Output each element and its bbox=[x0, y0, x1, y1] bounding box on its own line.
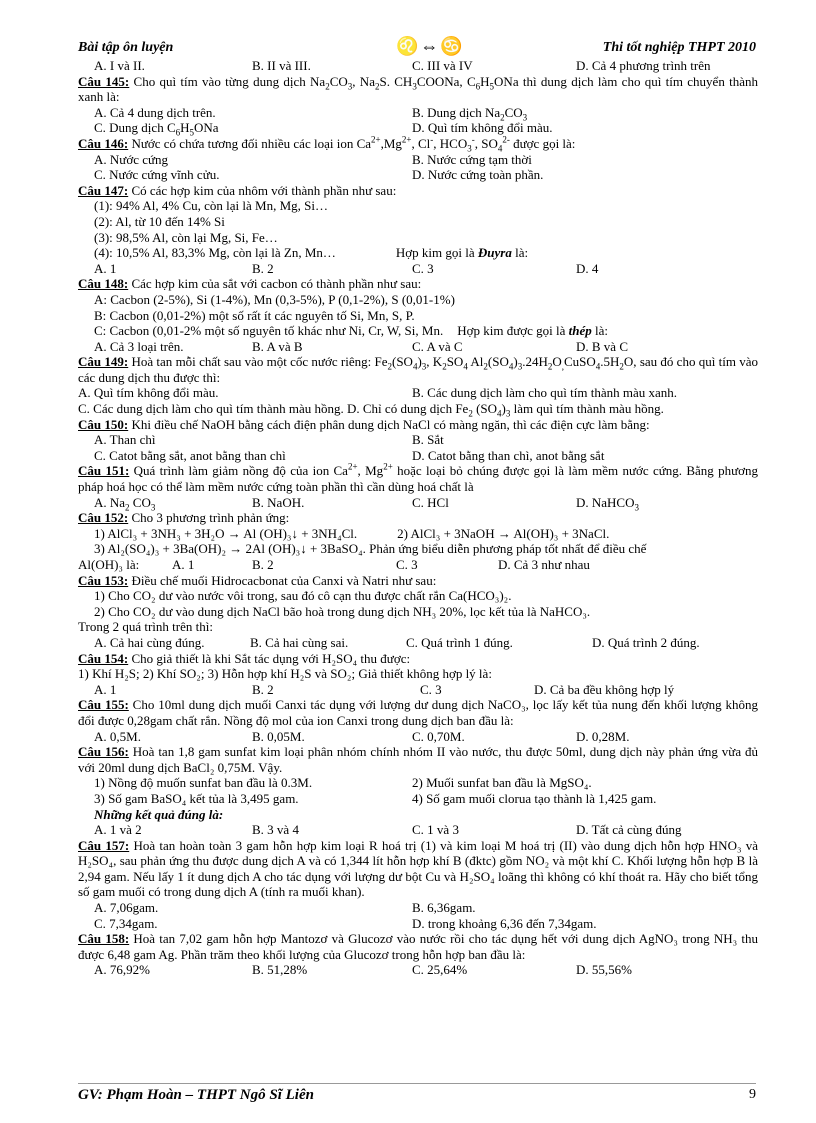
options-149-ab: A. Quì tím không đổi màu. B. Các dung dịch làm cho quì tím thành màu xanh. bbox=[78, 385, 678, 401]
option-d: D. Quì tím không đổi màu. bbox=[412, 120, 553, 136]
statements-156: 1) Nồng độ muốn sunfat ban đầu là 0.3M. 2) Muối sunfat ban đầu là MgSO₄. 3) Số gam BaSO₄ kết tủa là 3,495 gam. 4) Số gam muối clorua tạo thành là 1,425 gam. bbox=[94, 775, 657, 806]
question-146: Câu 146: Nước có chứa tương đối nhiều các loại ion $Ca^{2+},Mg^{2+}$, Cl-, $HCO_3^-$, $SO_4^{2-}$ được gọi là: bbox=[78, 134, 576, 154]
options-147: A. 1 B. 2 C. 3 D. 4 bbox=[94, 260, 599, 276]
question-152: Câu 152: Cho 3 phương trình phản ứng: bbox=[78, 510, 290, 526]
question-154: Câu 154: Cho giả thiết là khi Sắt tác dụng với H₂SO₄ thu được: bbox=[78, 650, 411, 666]
header-right-title: Thi tốt nghiệp THPT 2010 bbox=[602, 40, 756, 55]
options-155: A. 0,5M. B. 0,05M. C. 0,70M. D. 0,28M. bbox=[94, 728, 630, 744]
header-left-title: Bài tập ôn luyện bbox=[78, 40, 174, 55]
alloy-1: (1): 94% Al, 4% Cu, còn lại là Mn, Mg, Si… bbox=[94, 198, 328, 214]
page-number: 9 bbox=[749, 1087, 756, 1102]
option-b: B. II và III. bbox=[252, 58, 311, 73]
option-d: D. Cả 4 phương trình trên bbox=[576, 58, 711, 73]
alloy-2: (2): Al, từ 10 đến 14% Si bbox=[94, 213, 225, 229]
teacher-signature: GV: Phạm Hoàn – THPT Ngô Sĩ Liên bbox=[78, 1087, 314, 1103]
options-152: Al(OH)₃ là: A. 1 B. 2 C. 3 D. Cả 3 như nhau bbox=[78, 557, 590, 572]
question-153-prompt: Trong 2 quá trình trên thì: bbox=[78, 619, 213, 635]
question-157: Câu 157: Hoà tan hoàn toàn 3 gam hỗn hợp kim loại R hoá trị (1) và kim loại M hoá trị (II) vào dung dịch hỗn hợp HNO₃ và H₂SO₄, sau phản ứng thu được dung dịch A và có 1,344 lít hỗn hợp khí B (đktc) gồm NO₂ và một khí C. Khối lượng hỗn hợp B là 2,94 gam. Nếu lấy 1 ít dung dịch A cho tác dụng với lượng dư bột Cu và H₂SO₄ loãng thì không có khí thoát ra. Hãy cho biết tổng số gam muối có trong dung dịch A (tính ra muối khan). bbox=[78, 837, 759, 900]
alloy-4: (4): 10,5% Al, 83,3% Mg, còn lại là Zn, Mn… Hợp kim gọi là Đuyra là: bbox=[94, 245, 529, 261]
process-2: 2) Cho CO₂ dư vào dung dịch NaCl bão hoà trong dung dịch NH₃ 20%, lọc kết tủa là NaHCO₃. bbox=[94, 603, 591, 619]
question-label: Câu 145: bbox=[78, 73, 130, 89]
options-144 bbox=[78, 58, 758, 74]
options-151: A. $Na_2$ $CO_3$ B. NaOH. C. HCl D. NaHCO$_3$ bbox=[94, 494, 639, 513]
alloy-3: (3): 98,5% Al, còn lại Mg, Si, Fe… bbox=[94, 229, 278, 245]
options-156: A. 1 và 2 B. 3 và 4 C. 1 và 3 D. Tất cả cùng đúng bbox=[94, 822, 682, 838]
option-b: B. Dung dịch $Na_2CO_3$ bbox=[412, 104, 528, 123]
footer-divider bbox=[78, 1083, 756, 1084]
question-149: Câu 149: Hoà tan mỗi chất sau vào một cốc nước riêng: $Fe_2(SO_4)_3$, $K_2SO_4$ $Al_2(SO_4)_3.24H_2O_,CuSO_4.5H_2O$, sau đó cho quì tím vào các dung dịch thu được thì: bbox=[78, 354, 758, 385]
alloy-a: A: Cacbon (2-5%), Si (1-4%), Mn (0,3-5%), P (0,1-2%), S (0,01-1%) bbox=[94, 291, 455, 307]
question-156: Câu 156: Hoà tan 1,8 gam sunfat kim loại phân nhóm chính nhóm II vào nước, thu được 50ml, dung dịch này phản ứng vừa đủ với 20ml dung dịch BaCl₂ 0,75M. Vậy. bbox=[78, 744, 758, 775]
question-147: Câu 147: Có các hợp kim của nhôm với thành phần như sau: bbox=[78, 182, 397, 198]
question-145: Câu 145: Cho quì tím vào từng dung dịch $Na_2CO_3$, $Na_2S$. $CH_3COONa$, $C_6H_5ONa$ thì dung dịch làm cho quì tím chuyển thành xanh là: bbox=[78, 73, 758, 105]
options-158: A. 76,92% B. 51,28% C. 25,64% D. 55,56% bbox=[94, 962, 632, 978]
question-155: Câu 155: Cho 10ml dung dịch muối Canxi tác dụng với lượng dư dung dịch NaCO₃, lọc lấy kết tủa nung đến khối lượng không đổi được 0,28gam chất rắn. Nồng độ mol của ion Canxi trong dung dịch ban đầu là: bbox=[78, 697, 759, 728]
option-a: A. Cả 4 dung dịch trên. bbox=[94, 104, 216, 120]
question-153: Câu 153: Điều chế muối Hidrocacbonat của Canxi và Natri như sau: bbox=[78, 572, 437, 588]
hypotheses: 1) Khí H₂S; 2) Khí SO₂; 3) Hỗn hợp khí H₂S và SO₂; Giả thiết không hợp lý là: bbox=[78, 666, 492, 682]
options-146: A. Nước cứng B. Nước cứng tạm thời C. Nước cứng vĩnh cửu. D. Nước cứng toàn phần. bbox=[94, 151, 544, 183]
question-158: Câu 158: Hoà tan 7,02 gam hỗn hợp Mantozơ và Glucozơ vào nước rồi cho tác dụng hết với dung dịch AgNO₃ trong NH₃ thu được 6,48 gam Ag. Phần trăm theo khối lượng của Glucozơ trong hỗn hợp ban đầu là: bbox=[78, 931, 758, 962]
question-150: Câu 150: Khi điều chế NaOH bằng cách điện phân dung dịch NaCl có màng ngăn, thì các điện cực làm bằng: bbox=[78, 416, 650, 432]
process-1: 1) Cho CO₂ dư vào nước vôi trong, sau đó cô cạn thu được chất rắn Ca(HCO₃)₂. bbox=[94, 588, 512, 604]
page-footer bbox=[78, 1087, 756, 1107]
question-148: Câu 148: Các hợp kim của sắt với cacbon có thành phần như sau: bbox=[78, 276, 422, 292]
alloy-b: B: Cacbon (0,01-2%) một số rất ít các nguyên tố Si, Mn, S, P. bbox=[94, 307, 415, 323]
reaction-3: 3) Al₂(SO₄)₃ + 3Ba(OH)₂ → 2Al (OH)₃↓ + 3BaSO₄. Phản ứng biểu diễn phương pháp tốt nhất để điều chế bbox=[94, 541, 647, 557]
options-145 bbox=[78, 105, 758, 136]
options-150: A. Than chì B. Sắt C. Catot bằng sắt, anot bằng than chì D. Catot bằng than chì, anot bằng sắt bbox=[94, 432, 605, 463]
options-157: A. 7,06gam. B. 6,36gam. C. 7,34gam. D. trong khoảng 6,36 đến 7,34gam. bbox=[94, 900, 597, 931]
header-ornament: ♌⇔♋ bbox=[396, 36, 465, 56]
options-153: A. Cả hai cùng đúng. B. Cả hai cùng sai. C. Quá trình 1 đúng. D. Quá trình 2 đúng. bbox=[94, 634, 700, 650]
options-154: A. 1 B. 2 C. 3 D. Cả ba đều không hợp lý bbox=[94, 681, 675, 697]
correct-results-prompt: Những kết quả đúng là: bbox=[94, 806, 224, 822]
option-a: A. I và II. bbox=[94, 58, 145, 73]
option-c: C. Dung dịch $C_6H_5ONa$ bbox=[94, 120, 219, 138]
option-c: C. III và IV bbox=[412, 58, 473, 73]
page-header bbox=[78, 36, 756, 58]
options-148: A. Cả 3 loại trên. B. A và B C. A và C D. B và C bbox=[94, 338, 628, 354]
reactions-1-2: 1) AlCl₃ + 3NH₃ + 3H₂O → Al (OH)₃↓ + 3NH₄Cl. 2) AlCl₃ + 3NaOH → Al(OH)₃ + 3NaCl. bbox=[94, 525, 610, 541]
options-149-cd: C. Các dung dịch làm cho quì tím thành màu hồng. D. Chỉ có dung dịch $Fe_2$ $(SO_4)_3$ làm quì tím thành màu hồng. bbox=[78, 401, 664, 419]
question-151: Câu 151: Quá trình làm giảm nồng độ của ion $Ca^{2+}$, $Mg^{2+}$ hoặc loại bỏ chúng được gọi là làm mềm nước cứng. Bằng phương pháp hoá học có thể làm mềm nước cứng toàn phần thì cần dùng hoá chất là bbox=[78, 462, 759, 495]
exercise-content bbox=[78, 58, 758, 978]
alloy-c: C: Cacbon (0,01-2% một số nguyên tố khác như Ni, Cr, W, Si, Mn. Hợp kim được gọi là thép là: bbox=[94, 323, 609, 339]
